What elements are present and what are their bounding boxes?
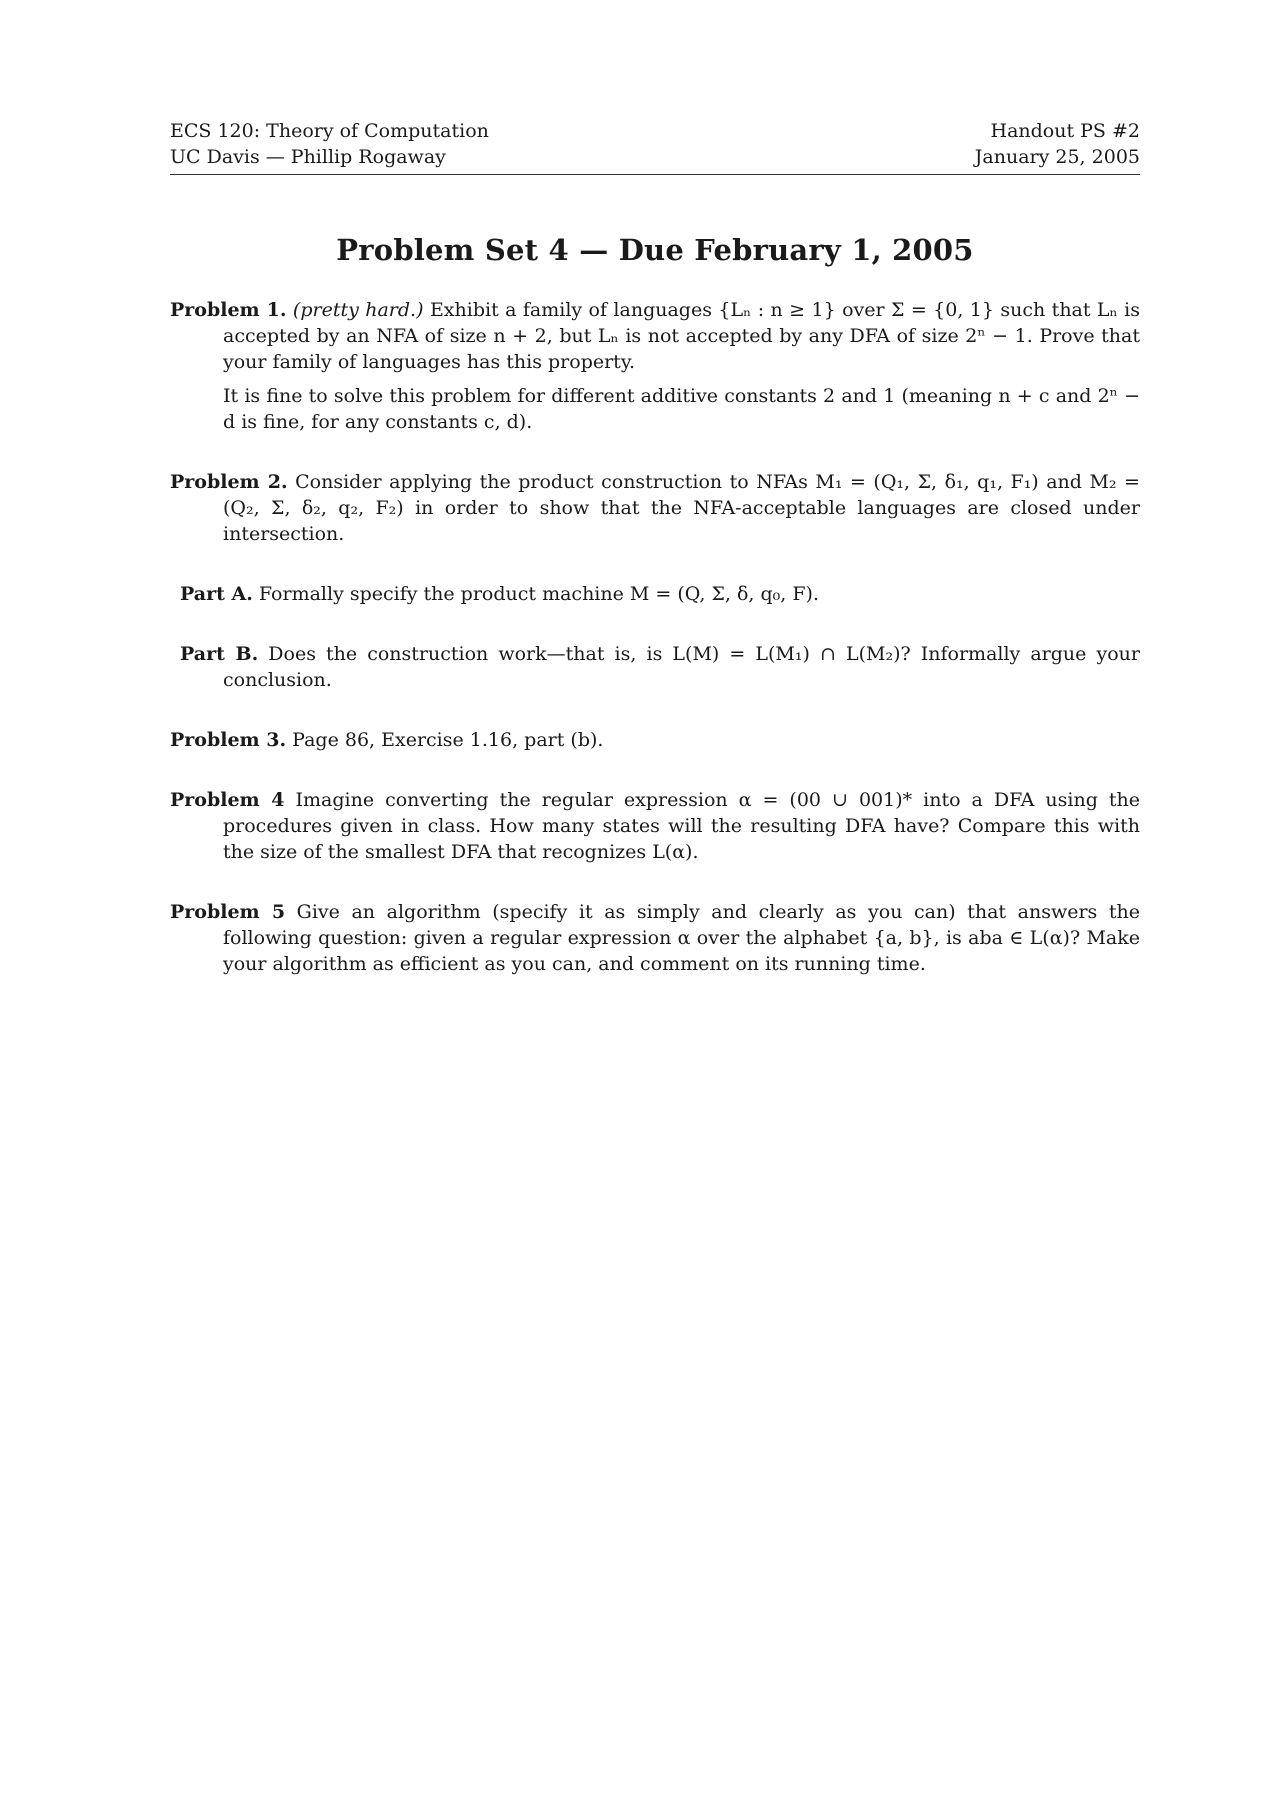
problem-2 <box>170 469 1140 547</box>
problem-body: Page 86, Exercise 1.16, part (b). <box>292 729 604 751</box>
document-page <box>170 118 1140 1011</box>
page-title: Problem Set 4 — Due February 1, 2005 <box>336 233 974 267</box>
problem-4 <box>170 787 1140 865</box>
problem-5 <box>170 899 1140 977</box>
problem-body: Exhibit a family of languages {Lₙ : n ≥ 1} over Σ = {0, 1} such that Lₙ is accepted by an NFA of size n + 2, but Lₙ is not accepted by any DFA of size 2ⁿ − 1. Prove that your family of languages has this property. <box>223 299 1141 373</box>
problem-4-text <box>170 787 1140 865</box>
header-left <box>170 118 489 170</box>
problem-body: Imagine converting the regular expression α = (00 ∪ 001)* into a DFA using the procedures given in class. How many states will the resulting DFA have? Compare this with the size of the smallest DFA that recognizes L(α). <box>223 789 1140 863</box>
part-b-text <box>170 641 1140 693</box>
problem-body: Consider applying the product construction to NFAs M₁ = (Q₁, Σ, δ₁, q₁, F₁) and M₂ = (Q₂, Σ, δ₂, q₂, F₂) in order to show that the NFA-acceptable languages are closed under intersection. <box>223 471 1140 545</box>
page-header <box>170 118 1140 175</box>
part-body: Does the construction work—that is, is L(M) = L(M₁) ∩ L(M₂)? Informally argue your conclusion. <box>223 643 1140 691</box>
problem-2-text <box>170 469 1140 547</box>
problem-body: Give an algorithm (specify it as simply and clearly as you can) that answers the following question: given a regular expression α over the alphabet {a, b}, is aba ∈ L(α)? Make your algorithm as efficient as you can, and comment on its running time. <box>223 901 1140 975</box>
problem-label: Problem 1. <box>170 299 287 321</box>
problem-2-part-b <box>170 641 1140 693</box>
problem-1-continuation: It is fine to solve this problem for different additive constants 2 and 1 (meaning n + c and 2ⁿ − d is fine, for any constants c, d). <box>223 385 1140 433</box>
handout-number: Handout PS #2 <box>990 120 1140 142</box>
problem-label: Problem 2. <box>170 471 288 493</box>
problem-3 <box>170 727 1140 753</box>
school-author: UC Davis — Phillip Rogaway <box>170 146 446 168</box>
problem-3-text <box>170 727 1140 753</box>
handout-date: January 25, 2005 <box>974 146 1140 168</box>
problem-1-text <box>170 297 1140 375</box>
part-label: Part B. <box>180 643 259 665</box>
problem-5-text <box>170 899 1140 977</box>
part-label: Part A. <box>180 583 253 605</box>
problem-2-part-a <box>170 581 1140 607</box>
difficulty-note: (pretty hard.) <box>292 299 424 321</box>
part-body: Formally specify the product machine M = (Q, Σ, δ, q₀, F). <box>258 583 819 605</box>
course-name: ECS 120: Theory of Computation <box>170 120 489 142</box>
problem-label: Problem 3. <box>170 729 287 751</box>
problem-label: Problem 4 <box>170 789 285 811</box>
problem-label: Problem 5 <box>170 901 286 923</box>
header-right <box>975 118 1140 170</box>
part-a-text <box>170 581 1140 607</box>
problem-1 <box>170 297 1140 435</box>
